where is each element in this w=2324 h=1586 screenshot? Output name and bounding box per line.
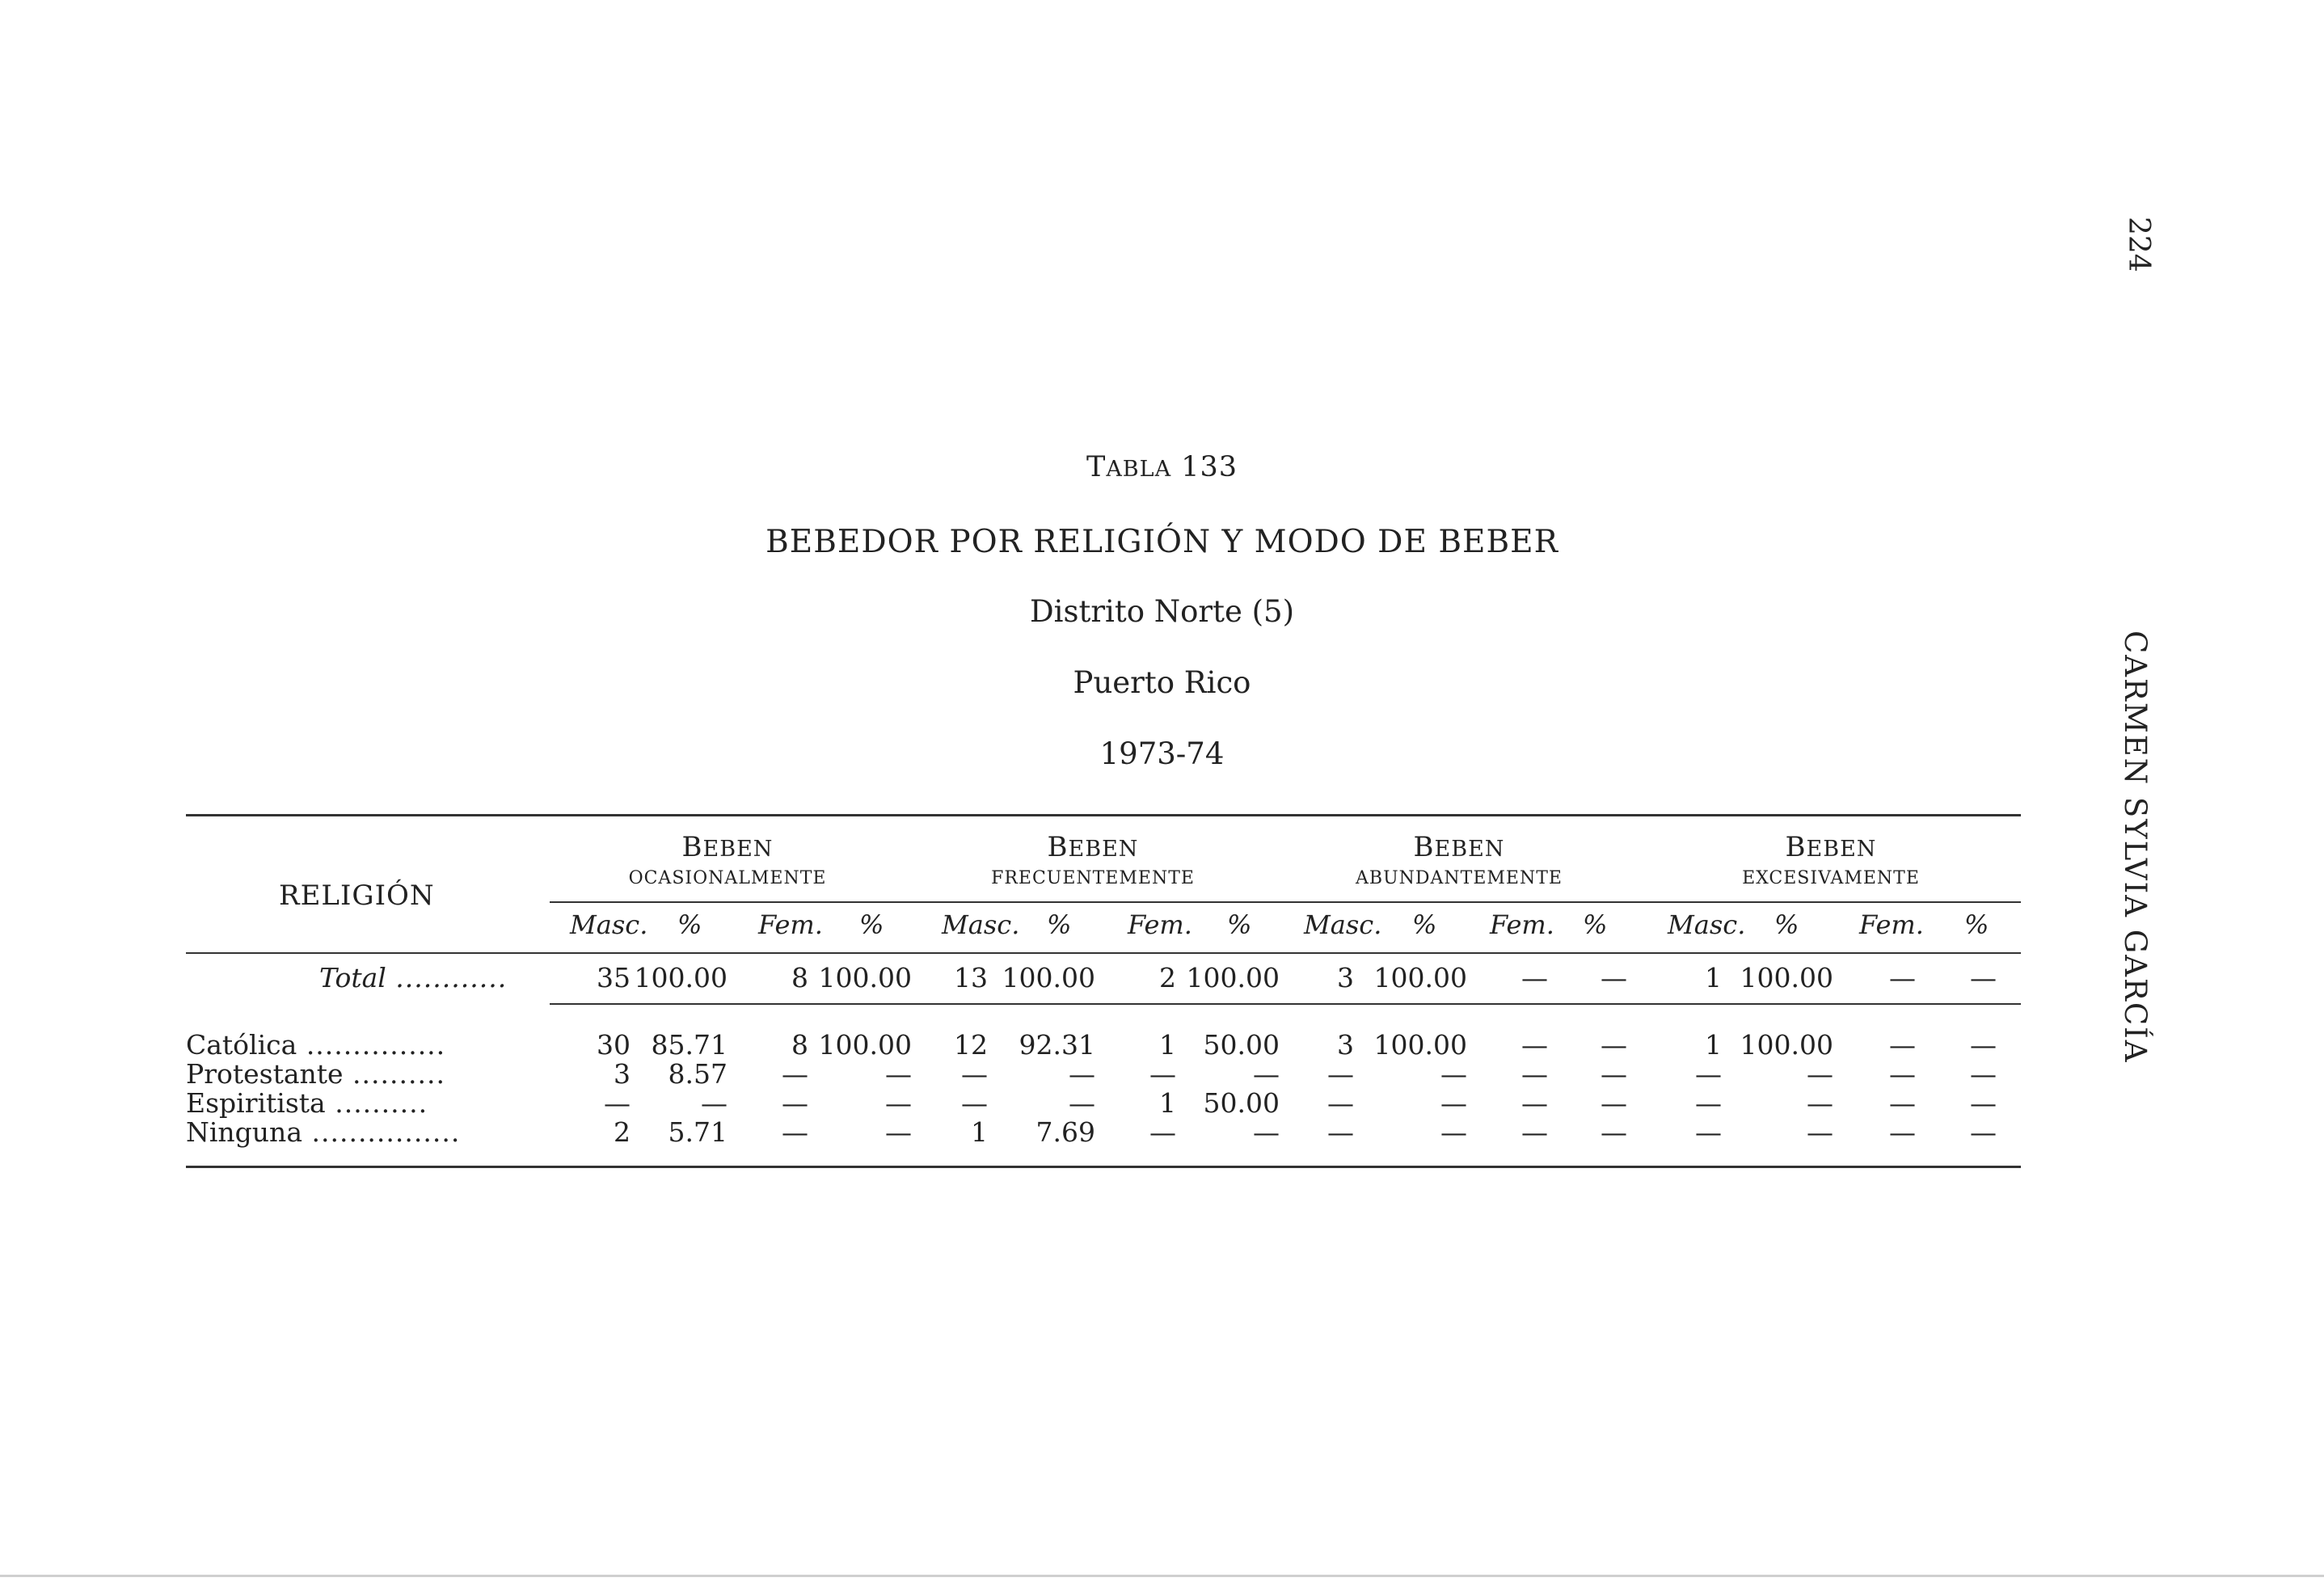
table-cell: — — [1440, 1087, 1467, 1119]
table-cell: 1 — [1159, 1029, 1176, 1061]
table-row — [0, 1116, 2324, 1149]
table-cell: — — [1889, 1029, 1916, 1061]
column-subheader: % — [1583, 909, 1608, 940]
table-cell: — — [1440, 1116, 1467, 1148]
table-cell: — — [1327, 1087, 1354, 1119]
row-label — [186, 1116, 460, 1148]
table-cell: — — [961, 1087, 988, 1119]
table-cell: 35 — [597, 962, 631, 993]
group-header-line2: FRECUENTEMENTE — [991, 868, 1195, 888]
group-header-line1: BEBEN — [1785, 831, 1877, 863]
table-cell: — — [1601, 962, 1627, 993]
column-subheader: Fem. — [1128, 909, 1192, 940]
table-number-value: 133 — [1181, 451, 1238, 483]
table-cell: 1 — [1705, 962, 1722, 993]
column-subheader: % — [677, 909, 702, 940]
row-header-religion: RELIGIÓN — [279, 879, 435, 912]
table-cell: — — [885, 1058, 912, 1090]
table-cell: 100.00 — [1373, 962, 1467, 993]
table-years: 1973-74 — [1099, 736, 1225, 771]
row-label-text: Protestante — [186, 1058, 344, 1090]
table-cell: — — [1253, 1058, 1280, 1090]
column-subheader: Fem. — [1490, 909, 1554, 940]
table-cell: 2 — [1159, 962, 1176, 993]
row-label — [186, 1087, 428, 1119]
table-cell: — — [1601, 1029, 1627, 1061]
table-cell: — — [1889, 1116, 1916, 1148]
row-label — [186, 1029, 445, 1061]
author-word: CARMEN — [2118, 631, 2153, 797]
table-cell: — — [1327, 1116, 1354, 1148]
table-cell: — — [1695, 1116, 1722, 1148]
table-title: BEBEDOR POR RELIGIÓN Y MODO DE BEBER — [766, 524, 1558, 560]
table-cell: — — [885, 1087, 912, 1119]
table-district: Distrito Norte (5) — [1029, 594, 1295, 629]
group-underline — [550, 901, 2021, 903]
author-word: SYLVIA — [2118, 796, 2153, 930]
page-number: 224 — [2122, 217, 2155, 272]
table-cell: — — [782, 1087, 808, 1119]
table-cell: — — [1521, 962, 1548, 993]
row-label-text: Católica — [186, 1029, 297, 1061]
column-subheader: % — [1412, 909, 1437, 940]
leader-dots: ............ — [386, 962, 508, 993]
table-cell: — — [1695, 1058, 1722, 1090]
row-label-text: Ninguna — [186, 1116, 302, 1148]
table-cell: 100.00 — [1373, 1029, 1467, 1061]
group-header-line1: BEBEN — [1413, 831, 1505, 863]
table-cell: — — [1889, 1087, 1916, 1119]
table-cell: 100.00 — [634, 962, 728, 993]
table-cell: — — [885, 1116, 912, 1148]
table-cell: — — [1521, 1058, 1548, 1090]
leader-dots: .......... — [343, 1058, 445, 1090]
table-cell: 100.00 — [818, 1029, 912, 1061]
table-cell: — — [1440, 1058, 1467, 1090]
table-cell: 1 — [1705, 1029, 1722, 1061]
table-cell: 8 — [791, 1029, 808, 1061]
leader-dots: ................ — [302, 1116, 461, 1148]
table-cell: 3 — [614, 1058, 631, 1090]
table-cell: — — [782, 1058, 808, 1090]
table-cell: 5.71 — [668, 1116, 728, 1148]
row-label-text: Total — [319, 962, 386, 993]
column-subheader: Masc. — [1304, 909, 1382, 940]
table-cell: — — [1807, 1116, 1833, 1148]
table-cell: — — [1149, 1058, 1176, 1090]
table-cell: 1 — [971, 1116, 988, 1148]
table-cell: — — [604, 1087, 631, 1119]
column-subheaders — [0, 909, 2324, 946]
table-cell: — — [1601, 1058, 1627, 1090]
group-header — [1661, 831, 2001, 888]
table-cell: 8.57 — [668, 1058, 728, 1090]
table-cell: 7.69 — [1035, 1116, 1095, 1148]
table-cell: 50.00 — [1203, 1087, 1280, 1119]
group-header-line1: BEBEN — [1047, 831, 1139, 863]
table-word: TABLA — [1086, 451, 1172, 483]
table-cell: 30 — [597, 1029, 631, 1061]
total-row — [0, 962, 2324, 994]
table-cell: 100.00 — [1002, 962, 1095, 993]
table-cell: 3 — [1337, 962, 1354, 993]
column-subheader: % — [1964, 909, 1989, 940]
row-label-text: Espiritista — [186, 1087, 326, 1119]
table-cell: 100.00 — [1740, 962, 1833, 993]
table-cell: — — [1970, 962, 1997, 993]
group-header-line2: EXCESIVAMENTE — [1742, 868, 1920, 888]
table-cell: — — [1889, 1058, 1916, 1090]
table-cell: — — [1889, 962, 1916, 993]
table-cell: — — [1970, 1116, 1997, 1148]
table-cell: — — [1807, 1087, 1833, 1119]
table-cell: 12 — [954, 1029, 988, 1061]
column-subheader: Masc. — [1668, 909, 1746, 940]
table-cell: 2 — [614, 1116, 631, 1148]
table-cell: — — [1253, 1116, 1280, 1148]
group-header — [558, 831, 897, 888]
row-label — [319, 962, 507, 993]
table-cell: — — [782, 1116, 808, 1148]
top-rule — [186, 814, 2021, 816]
table-row — [0, 1058, 2324, 1090]
column-subheader: Masc. — [942, 909, 1020, 940]
table-cell: 85.71 — [651, 1029, 728, 1061]
table-cell: — — [1149, 1116, 1176, 1148]
group-header — [923, 831, 1263, 888]
group-header-line2: OCASIONALMENTE — [628, 868, 827, 888]
table-cell: 1 — [1159, 1087, 1176, 1119]
table-cell: — — [1521, 1116, 1548, 1148]
table-cell: — — [1695, 1087, 1722, 1119]
group-header-line1: BEBEN — [681, 831, 774, 863]
table-cell: 100.00 — [1740, 1029, 1833, 1061]
column-subheader: Fem. — [758, 909, 823, 940]
table-cell: — — [1327, 1058, 1354, 1090]
table-cell: 100.00 — [818, 962, 912, 993]
table-cell: — — [1521, 1029, 1548, 1061]
column-subheader: % — [1047, 909, 1072, 940]
group-header — [1289, 831, 1629, 888]
table-cell: 13 — [954, 962, 988, 993]
table-cell: — — [1069, 1058, 1095, 1090]
column-subheader: % — [859, 909, 884, 940]
table-cell: 3 — [1337, 1029, 1354, 1061]
leader-dots: .......... — [325, 1087, 428, 1119]
scan-edge — [0, 1575, 2324, 1577]
table-cell: — — [1970, 1029, 1997, 1061]
table-place: Puerto Rico — [1073, 665, 1251, 700]
table-row — [0, 1029, 2324, 1061]
table-cell: — — [1521, 1087, 1548, 1119]
column-subheader: % — [1227, 909, 1252, 940]
column-subheader: % — [1774, 909, 1799, 940]
leader-dots: ............... — [297, 1029, 446, 1061]
column-subheader: Fem. — [1859, 909, 1924, 940]
table-cell: 92.31 — [1019, 1029, 1095, 1061]
table-cell: — — [1601, 1116, 1627, 1148]
table-cell: — — [1970, 1058, 1997, 1090]
table-number — [0, 451, 2324, 483]
bottom-rule — [186, 1166, 2021, 1168]
table-cell: — — [1970, 1087, 1997, 1119]
header-rule — [186, 952, 2021, 954]
group-header-line2: ABUNDANTEMENTE — [1356, 868, 1563, 888]
column-subheader: Masc. — [570, 909, 648, 940]
table-cell: — — [1807, 1058, 1833, 1090]
total-rule — [550, 1003, 2021, 1005]
row-label — [186, 1058, 445, 1090]
table-cell: — — [1069, 1087, 1095, 1119]
table-cell: 8 — [791, 962, 808, 993]
table-cell: — — [1601, 1087, 1627, 1119]
table-cell: 50.00 — [1203, 1029, 1280, 1061]
table-cell: — — [701, 1087, 728, 1119]
author-word: GARCÍA — [2118, 929, 2153, 1064]
table-row — [0, 1087, 2324, 1120]
table-cell: 100.00 — [1186, 962, 1280, 993]
table-cell: — — [961, 1058, 988, 1090]
